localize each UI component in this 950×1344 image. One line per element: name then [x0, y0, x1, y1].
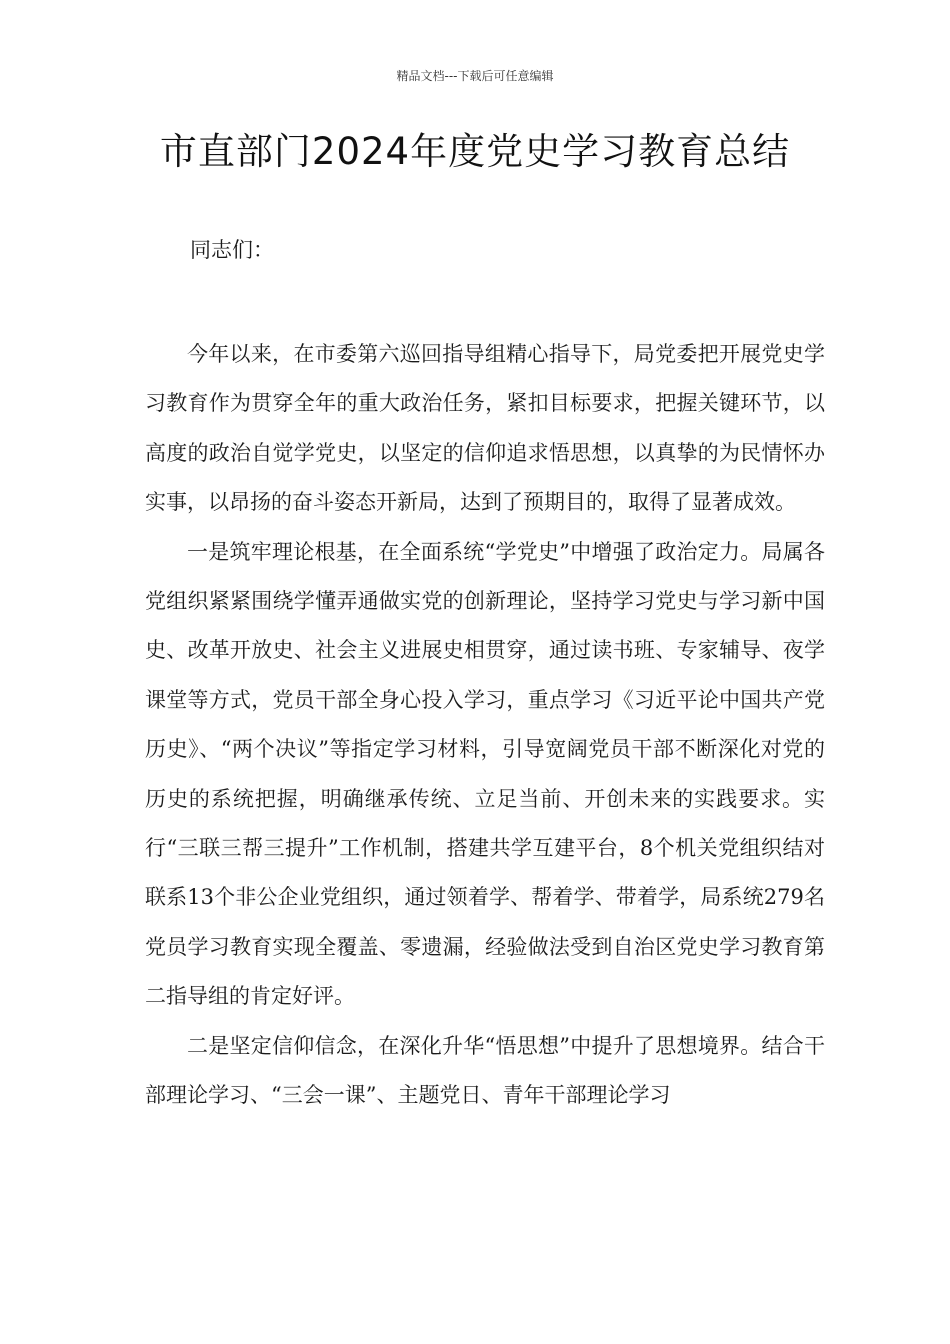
paragraph-point-two: 二是坚定信仰信念，在深化升华“悟思想”中提升了思想境界。结合干部理论学习、“三会一课”、主题党日、青年干部理论学习 — [145, 1033, 825, 1108]
body-text — [145, 330, 825, 1121]
paragraph-point-one: 一是筑牢理论根基，在全面系统“学党史”中增强了政治定力。局属各党组织紧紧围绕学懂弄通做实党的创新理论，坚持学习党史与学习新中国史、改革开放史、社会主义进展史相贯穿，通过读书班、专家辅导、夜学课堂等方式，党员干部全身心投入学习，重点学习《习近平论中国共产党历史》、“两个决议”等指定学习材料，引导宽阔党员干部不断深化对党的历史的系统把握，明确继承传统、立足当前、开创未来的实践要求。实行“三联三帮三提升”工作机制，搭建共学互建平台，8个机关党组织结对联系13个非公企业党组织，通过领着学、帮着学、带着学，局系统279名党员学习教育实现全覆盖、零遗漏，经验做法受到自治区党史学习教育第二指导组的肯定好评。 — [145, 539, 825, 1009]
document-title: 市直部门2024年度党史学习教育总结 — [159, 130, 791, 173]
greeting: 同志们： — [190, 238, 274, 262]
header-note: 精品文档---下载后可任意编辑 — [396, 69, 554, 83]
paragraph-intro: 今年以来，在市委第六巡回指导组精心指导下，局党委把开展党史学习教育作为贯穿全年的重大政治任务，紧扣目标要求，把握关键环节，以高度的政治自觉学党史，以坚定的信仰追求悟思想，以真挚的为民情怀办实事，以昂扬的奋斗姿态开新局，达到了预期目的，取得了显著成效。 — [145, 342, 825, 515]
